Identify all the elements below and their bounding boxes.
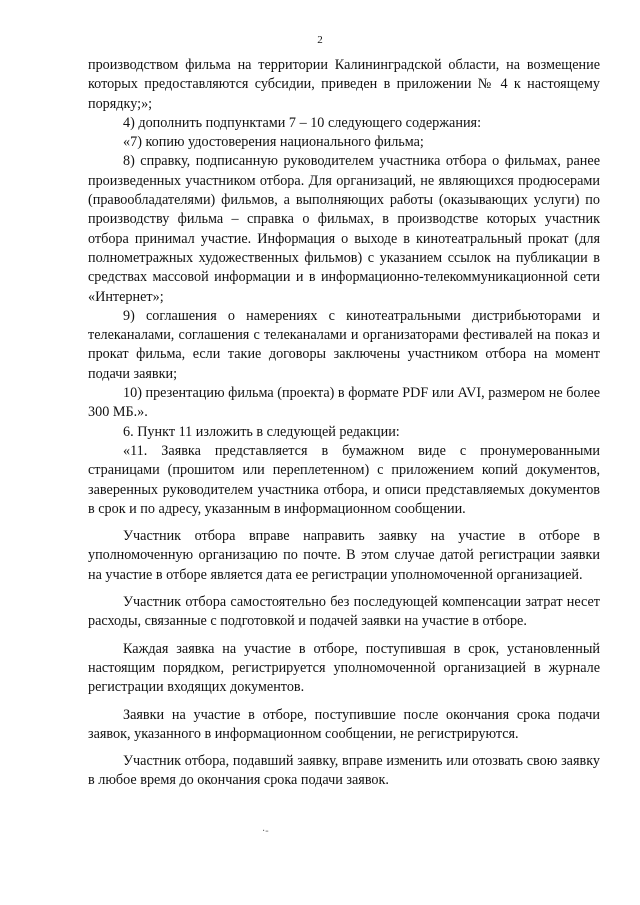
paragraph-costs: Участник отбора самостоятельно без последующей компенсации затрат несет расходы, связанные с подготовкой и подачей заявки на участие в отборе. — [88, 594, 600, 630]
paragraph-postal-submission: Участник отбора вправе направить заявку на участие в отборе в уполномоченную организацию по почте. В этом случае датой регистрации заявки на участие в отборе является дата ее регистрации уполномоченной организацией. — [88, 528, 600, 583]
paragraph-subitem-10: 10) презентацию фильма (проекта) в формате PDF или AVI, размером не более 300 МБ.». — [88, 385, 600, 421]
paragraph-subitem-9: 9) соглашения о намерениях с кинотеатральными дистрибьюторами и телеканалами, соглашения с телеканалами и организаторами фестивалей на показ и прокат фильма, если такие договоры заключены участником отбора на момент подачи заявки; — [88, 307, 600, 382]
paragraph-item-6: 6. Пункт 11 изложить в следующей редакции: — [123, 423, 400, 440]
document-body — [88, 56, 600, 791]
paragraph-subitem-7: «7) копию удостоверения национального фильма; — [123, 134, 424, 151]
paragraph-continuation: производством фильма на территории Калининградской области, на возмещение которых предоставляются субсидии, приведен в приложении № 4 к настоящему порядку;»; — [88, 57, 600, 112]
paragraph-item-4: 4) дополнить подпунктами 7 – 10 следующего содержания: — [123, 114, 482, 131]
paragraph-withdrawal: Участник отбора, подавший заявку, вправе изменить или отозвать свою заявку в любое время до окончания срока подачи заявок. — [88, 753, 600, 789]
paragraph-subitem-8: 8) справку, подписанную руководителем участника отбора о фильмах, ранее произведенных участником отбора. Для организаций, не являющихся продюсерами (правообладателями) фильмов, а выполняющих работы (оказывающих услуги) по производству фильма – справка о фильмах, в производстве которых участник отбора принимал участие. Информация о выходе в кинотеатральный прокат (для полнометражных художественных фильмов) с указанием ссылок на публикации в средствах массовой информации и в информационно-телекоммуникационной сети «Интернет»; — [88, 153, 600, 305]
paragraph-registration: Каждая заявка на участие в отборе, поступившая в срок, установленный настоящим порядком, регистрируется уполномоченной организацией в журнале регистрации входящих документов. — [88, 640, 600, 696]
scan-artifact-mark: ·- — [262, 826, 269, 837]
paragraph-late-applications: Заявки на участие в отборе, поступившие после окончания срока подачи заявок, указанного в информационном сообщении, не регистрируются. — [88, 706, 600, 742]
paragraph-clause-11: «11. Заявка представляется в бумажном виде с пронумерованными страницами (прошитом или переплетенном) с приложением копий документов, заверенных руководителем участника отбора, и описи представляемых документов в срок и по адресу, указанным в информационном сообщении. — [88, 442, 600, 517]
page-number: 2 — [317, 34, 323, 46]
